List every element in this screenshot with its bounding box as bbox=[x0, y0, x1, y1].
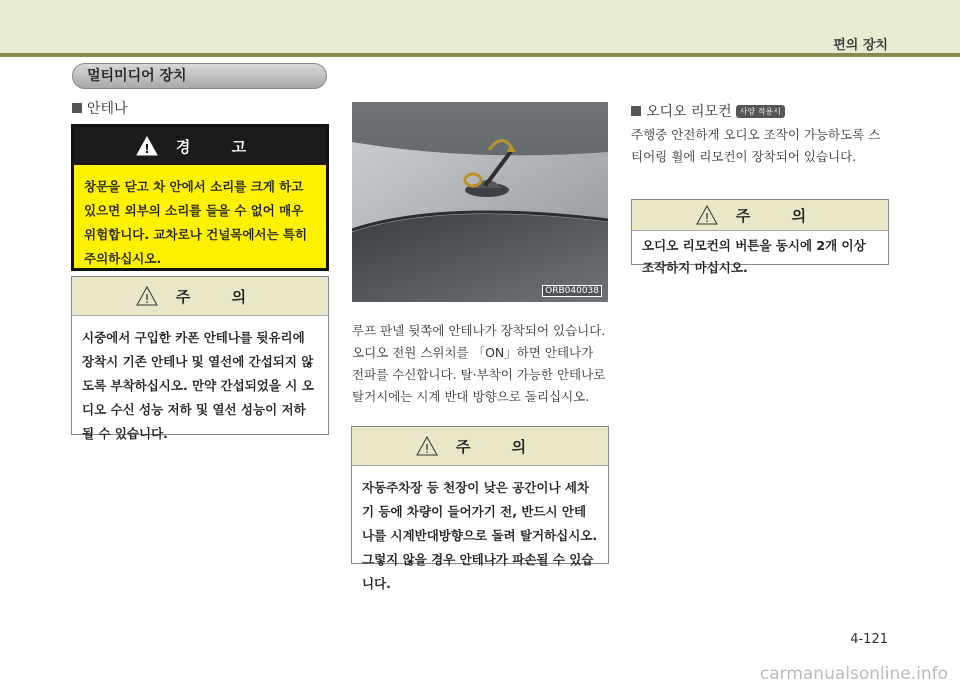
square-bullet-icon bbox=[72, 103, 82, 113]
antenna-description: 루프 판넬 뒷쪽에 안테나가 장착되어 있습니다. 오디오 전원 스위치를 「ON」하면 안테나가 전파를 수신합니다. 탈·부착이 가능한 안테나로 탈거시에는 시계 반대 방향으로 돌리십시오. bbox=[352, 323, 606, 404]
chapter-title: 편의 장치 bbox=[833, 38, 888, 53]
warning-header bbox=[74, 127, 326, 165]
caution-header bbox=[352, 427, 608, 466]
caution-icon bbox=[136, 286, 158, 306]
antenna-heading bbox=[72, 98, 128, 118]
warning-icon bbox=[136, 136, 158, 156]
caution-icon bbox=[416, 436, 438, 456]
caution-header bbox=[72, 277, 328, 316]
option-badge: 사양 적용시 bbox=[736, 105, 785, 118]
car-roof-illustration bbox=[352, 102, 608, 302]
remote-heading-text: 오디오 리모컨 bbox=[646, 104, 732, 120]
page-number: 4-121 bbox=[850, 632, 888, 647]
caution-body: 오디오 리모컨의 버튼을 동시에 2개 이상 조작하지 마십시오. bbox=[642, 238, 866, 275]
caution-body: 시중에서 구입한 카폰 안테나를 뒷유리에 장착시 기존 안테나 및 열선에 간섭되지 않도록 부착하십시오. 만약 간섭되었을 시 오디오 수신 성능 저하 및 열선 성능이 저하 될 수 있습니다. bbox=[82, 330, 314, 441]
figure-code: ORB040038 bbox=[542, 285, 602, 297]
caution-icon bbox=[696, 205, 718, 225]
svg-text:!: ! bbox=[704, 211, 710, 225]
caution-title: 주 의 bbox=[455, 437, 545, 456]
svg-text:!: ! bbox=[144, 142, 150, 156]
caution-box-low-ceiling bbox=[351, 426, 609, 591]
warning-title: 경 고 bbox=[175, 137, 265, 156]
square-bullet-icon bbox=[631, 106, 641, 116]
section-title: 멀티미디어 장치 bbox=[72, 63, 327, 89]
caution-box-remote bbox=[631, 199, 889, 275]
svg-text:!: ! bbox=[144, 292, 150, 306]
antenna-photo bbox=[352, 102, 608, 302]
header-rule bbox=[0, 53, 960, 57]
antenna-heading-text: 안테나 bbox=[87, 101, 128, 117]
header-bar bbox=[0, 0, 960, 55]
warning-box bbox=[71, 124, 329, 271]
warning-body: 창문을 닫고 차 안에서 소리를 크게 하고 있으면 외부의 소리를 들을 수 없어 매우 위험합니다. 교차로나 건널목에서는 특히 주의하십시오. bbox=[84, 179, 308, 266]
caution-title: 주 의 bbox=[175, 287, 265, 306]
watermark: carmanualsonline.info bbox=[759, 664, 948, 684]
svg-text:!: ! bbox=[424, 442, 430, 456]
caution-box-rear-glass bbox=[71, 276, 329, 441]
remote-description: 주행중 안전하게 오디오 조작이 가능하도록 스티어링 휠에 리모컨이 장착되어 있습니다. bbox=[631, 127, 881, 164]
caution-title: 주 의 bbox=[735, 206, 825, 225]
caution-header bbox=[632, 200, 888, 231]
remote-heading bbox=[631, 101, 785, 121]
caution-body: 자동주차장 등 천장이 낮은 공간이나 세차기 등에 차량이 들어가기 전, 반드시 안테나를 시계반대방향으로 돌려 탈거하십시오. 그렇지 않을 경우 안테나가 파손될 수 있습니다. bbox=[362, 480, 598, 591]
